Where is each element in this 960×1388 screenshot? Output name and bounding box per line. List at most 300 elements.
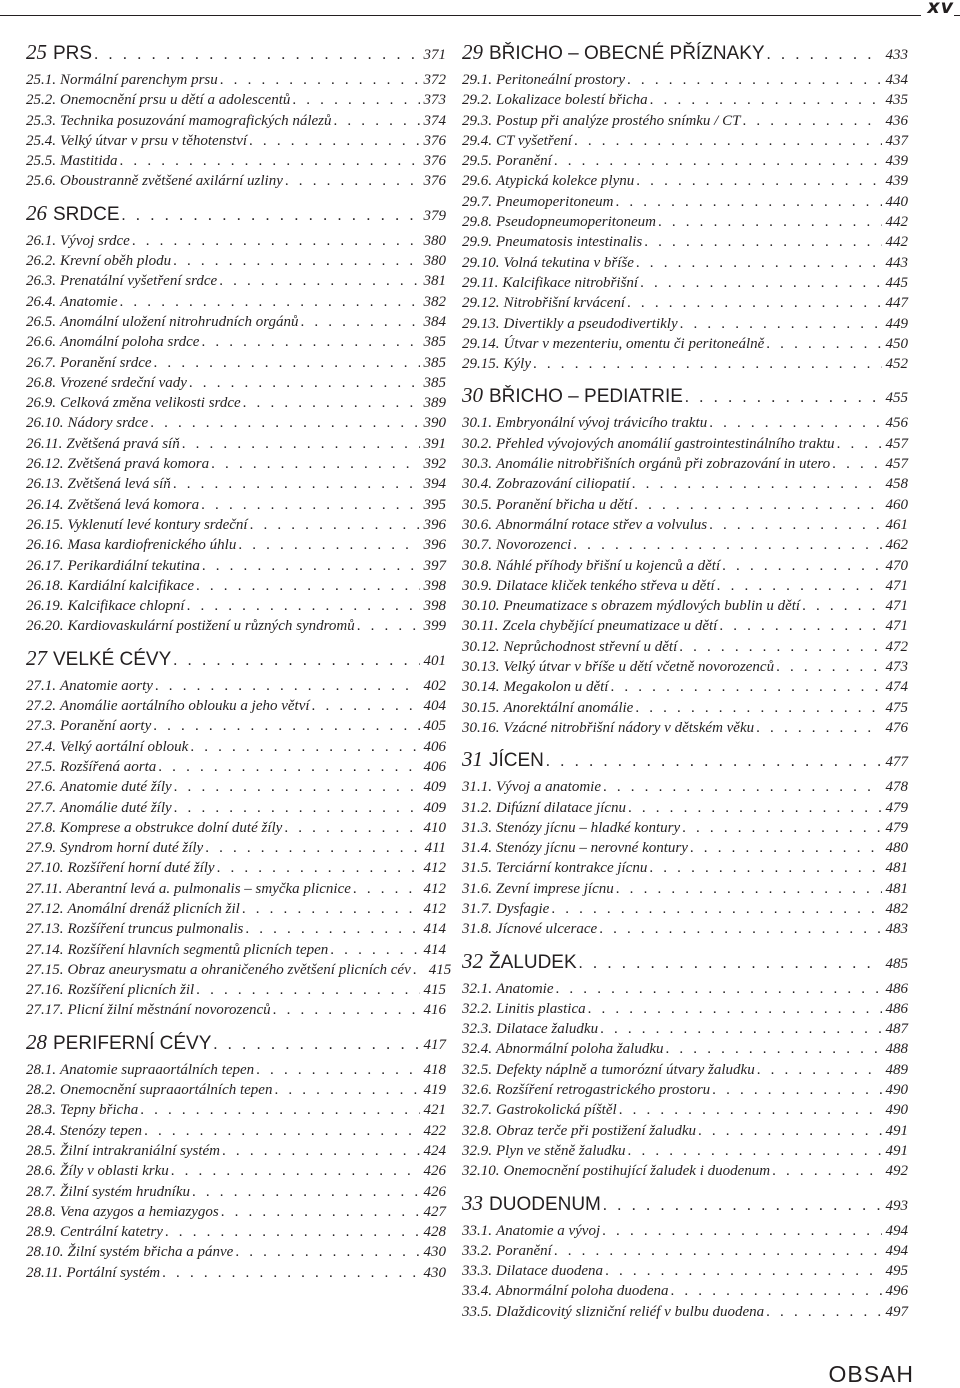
entry-title: Anatomie a vývoj — [496, 1222, 601, 1239]
entry-page: 439 — [885, 173, 908, 190]
chapter-heading[interactable] — [26, 195, 446, 231]
toc-entry[interactable] — [462, 858, 908, 878]
toc-entry[interactable] — [462, 495, 908, 515]
toc-entry[interactable] — [462, 576, 908, 596]
toc-entry[interactable] — [462, 1121, 908, 1141]
entry-page: 412 — [423, 880, 446, 897]
toc-entry[interactable] — [26, 231, 446, 251]
entry-page: 490 — [885, 1102, 908, 1119]
dot-leader — [353, 879, 420, 899]
toc-entry[interactable] — [26, 556, 446, 576]
entry-number: 33.2. — [462, 1242, 492, 1259]
entry-number: 31.8. — [462, 921, 492, 938]
entry-title: Obraz aneurysmatu a ohraničeného zvětšení plicních cév — [67, 961, 411, 978]
dot-leader — [285, 171, 420, 191]
toc-entry[interactable] — [462, 1039, 908, 1059]
dot-leader — [640, 273, 881, 293]
chapter-heading[interactable] — [462, 34, 908, 70]
entry-number: 32.1. — [462, 980, 492, 997]
dot-leader — [690, 838, 882, 858]
toc-entry[interactable] — [462, 334, 908, 354]
dot-leader — [201, 332, 419, 352]
toc-entry[interactable] — [462, 515, 908, 535]
entry-page: 442 — [885, 234, 908, 251]
toc-entry[interactable] — [462, 919, 908, 939]
entry-number: 27.7. — [26, 799, 56, 816]
entry-number: 28.5. — [26, 1142, 56, 1159]
entry-page: 385 — [423, 334, 446, 351]
toc-entry[interactable] — [462, 677, 908, 697]
toc-entry[interactable] — [462, 1060, 908, 1080]
entry-page: 494 — [885, 1242, 908, 1259]
toc-chapter — [462, 943, 908, 1182]
toc-entry[interactable] — [26, 1060, 446, 1080]
dot-leader — [556, 979, 882, 999]
dot-leader — [256, 1060, 419, 1080]
entry-page: 426 — [423, 1163, 446, 1180]
entry-number: 27.2. — [26, 698, 56, 715]
entry-number: 25.6. — [26, 173, 56, 190]
entry-page: 395 — [423, 496, 446, 513]
entry-title: Gastrokolická píštěl — [496, 1102, 617, 1119]
toc-entry[interactable] — [26, 1242, 446, 1262]
entry-number: 27.15. — [26, 961, 64, 978]
toc-entry[interactable] — [462, 111, 908, 131]
toc-entry[interactable] — [462, 637, 908, 657]
entry-title: CT vyšetření — [496, 132, 572, 149]
toc-entry[interactable] — [462, 1161, 908, 1181]
dot-leader — [756, 718, 881, 738]
entry-title: Anomální poloha srdce — [60, 334, 200, 351]
entry-title: Neprůchodnost střevní u dětí — [503, 638, 678, 655]
entry-page: 470 — [885, 557, 908, 574]
dot-leader — [766, 334, 881, 354]
entry-title: Dilatace žaludku — [496, 1021, 599, 1038]
toc-entry[interactable] — [26, 696, 446, 716]
toc-entry[interactable] — [462, 818, 908, 838]
entry-number: 26.5. — [26, 313, 56, 330]
chapter-title: DUODENUM — [489, 1193, 601, 1215]
chapter-heading[interactable] — [462, 377, 908, 413]
entry-number: 28.3. — [26, 1102, 56, 1119]
chapter-number: 29 — [462, 40, 483, 64]
entry-title: Anorektální anomálie — [503, 699, 634, 716]
toc-entry[interactable] — [462, 838, 908, 858]
entry-page: 434 — [885, 72, 908, 88]
chapter-entries — [462, 1221, 908, 1322]
entry-number: 32.3. — [462, 1021, 492, 1038]
entry-number: 27.10. — [26, 860, 64, 877]
chapter-heading[interactable] — [26, 34, 446, 70]
toc-entry[interactable] — [26, 818, 446, 838]
dot-leader — [717, 576, 882, 596]
entry-title: Velký aortální oblouk — [60, 738, 189, 755]
toc-entry[interactable] — [26, 373, 446, 393]
entry-number: 29.11. — [462, 274, 499, 291]
toc-entry[interactable] — [26, 151, 446, 171]
toc-entry[interactable] — [26, 1100, 446, 1120]
entry-title: Embryonální vývoj trávicího traktu — [496, 415, 708, 432]
dot-leader — [650, 90, 882, 110]
toc-entry[interactable] — [26, 131, 446, 151]
toc-entry[interactable] — [26, 312, 446, 332]
entry-title: Abnormální poloha žaludku — [496, 1041, 664, 1058]
toc-entry[interactable] — [26, 111, 446, 131]
entry-page: 430 — [423, 1244, 446, 1261]
entry-page: 414 — [423, 941, 446, 958]
entry-page: 424 — [423, 1142, 446, 1159]
entry-page: 458 — [885, 476, 908, 493]
dot-leader — [196, 980, 419, 1000]
toc-entry[interactable] — [26, 596, 446, 616]
entry-title: Rozšíření plicních žil — [67, 982, 195, 999]
entry-number: 28.2. — [26, 1082, 56, 1099]
toc-entry[interactable] — [26, 616, 446, 636]
chapter-entries — [462, 70, 908, 374]
toc-entry[interactable] — [462, 70, 908, 90]
entry-title: Onemocnění prsu u dětí a adolescentů — [60, 92, 291, 109]
entry-page: 422 — [423, 1122, 446, 1139]
toc-entry[interactable] — [26, 454, 446, 474]
toc-entry[interactable] — [462, 596, 908, 616]
entry-number: 28.8. — [26, 1203, 56, 1220]
entry-number: 32.2. — [462, 1000, 492, 1017]
entry-number: 31.7. — [462, 900, 492, 917]
dot-leader — [635, 698, 881, 718]
dot-leader — [162, 1263, 419, 1283]
entry-title: Nádory srdce — [67, 415, 149, 432]
entry-number: 29.12. — [462, 295, 500, 312]
toc-entry[interactable] — [26, 495, 446, 515]
toc-entry[interactable] — [26, 879, 446, 899]
toc-entry[interactable] — [462, 273, 908, 293]
dot-leader — [243, 393, 420, 413]
toc-entry[interactable] — [26, 798, 446, 818]
chapter-number: 31 — [462, 747, 483, 772]
entry-page: 430 — [423, 1264, 446, 1281]
entry-number: 26.4. — [26, 293, 56, 310]
entry-number: 32.5. — [462, 1061, 492, 1078]
toc-entry[interactable] — [462, 314, 908, 334]
dot-leader — [155, 676, 420, 696]
toc-entry[interactable] — [26, 413, 446, 433]
toc-entry[interactable] — [26, 576, 446, 596]
toc-entry[interactable] — [26, 858, 446, 878]
entry-title: Kardiální kalcifikace — [67, 577, 194, 594]
toc-entry[interactable] — [462, 616, 908, 636]
toc-entry[interactable] — [26, 353, 446, 373]
chapter-page: 477 — [885, 754, 908, 771]
toc-entry[interactable] — [26, 515, 446, 535]
toc-entry[interactable] — [26, 292, 446, 312]
entry-number: 33.1. — [462, 1222, 492, 1239]
entry-number: 29.4. — [462, 132, 492, 149]
entry-title: Onemocnění postihující žaludek i duodenum — [503, 1163, 771, 1180]
toc-entry[interactable] — [462, 1080, 908, 1100]
entry-number: 29.7. — [462, 193, 492, 210]
toc-entry[interactable] — [462, 171, 908, 191]
entry-title: Portální systém — [66, 1264, 161, 1281]
toc-entry[interactable] — [26, 434, 446, 454]
entry-title: Aberantní levá a. pulmonalis – smyčka plicnice — [66, 880, 351, 897]
toc-entry[interactable] — [462, 1221, 908, 1241]
toc-entry[interactable] — [462, 1019, 908, 1039]
toc-entry[interactable] — [26, 171, 446, 191]
toc-entry[interactable] — [26, 777, 446, 797]
toc-entry[interactable] — [26, 676, 446, 696]
toc-entry[interactable] — [462, 131, 908, 151]
entry-page: 406 — [423, 758, 446, 775]
dot-leader — [242, 899, 420, 919]
entry-page: 426 — [423, 1183, 446, 1200]
dot-leader — [554, 1241, 882, 1261]
chapter-title: BŘICHO – PEDIATRIE — [489, 386, 683, 408]
entry-title: Žilní intrakraniální systém — [60, 1142, 221, 1159]
toc-entry[interactable] — [462, 979, 908, 999]
toc-entry[interactable] — [26, 716, 446, 736]
entry-number: 31.1. — [462, 779, 492, 796]
toc-chapter — [26, 34, 446, 192]
toc-entry[interactable] — [462, 434, 908, 454]
toc-entry[interactable] — [462, 899, 908, 919]
dot-leader — [616, 879, 882, 899]
entry-title: Vzácné nitrobřišní nádory v dětském věku — [503, 719, 755, 736]
entry-title: Kýly — [503, 356, 531, 373]
entry-title: Zcela chybějící pneumatizace u dětí — [502, 618, 718, 635]
entry-number: 33.5. — [462, 1303, 492, 1320]
entry-number: 29.8. — [462, 214, 492, 231]
dot-leader — [173, 643, 419, 679]
entry-number: 29.14. — [462, 335, 500, 352]
dot-leader — [602, 1221, 881, 1241]
toc-entry[interactable] — [26, 70, 446, 90]
toc-entry[interactable] — [26, 1182, 446, 1202]
toc-chapter — [26, 195, 446, 637]
entry-title: Anatomie aorty — [60, 677, 153, 694]
entry-title: Útvar v mezenteriu, omentu či peritoneálně — [503, 335, 765, 352]
toc-entry[interactable] — [26, 332, 446, 352]
dot-leader — [802, 596, 881, 616]
dot-leader — [211, 454, 419, 474]
chapter-heading[interactable] — [462, 741, 908, 777]
entry-number: 28.11. — [26, 1264, 63, 1281]
dot-leader — [546, 744, 882, 780]
dot-leader — [357, 616, 420, 636]
toc-entry[interactable] — [26, 1121, 446, 1141]
dot-leader — [219, 271, 419, 291]
toc-entry[interactable] — [462, 698, 908, 718]
dot-leader — [600, 1019, 881, 1039]
chapter-number: 33 — [462, 1190, 483, 1215]
toc-entry[interactable] — [462, 90, 908, 110]
dot-leader — [144, 1121, 419, 1141]
toc-entry[interactable] — [462, 232, 908, 252]
entry-title: Pseudopneumoperitoneum — [496, 214, 656, 231]
entry-title: Zvětšená pravá komora — [67, 456, 210, 473]
dot-leader — [610, 677, 881, 697]
entry-page: 385 — [423, 354, 446, 371]
toc-entry[interactable] — [26, 1263, 446, 1283]
entry-number: 33.4. — [462, 1283, 492, 1300]
chapter-title: JÍCEN — [489, 750, 544, 772]
toc-entry[interactable] — [462, 1261, 908, 1281]
entry-number: 26.20. — [26, 618, 64, 635]
toc-entry[interactable] — [26, 90, 446, 110]
chapter-heading[interactable] — [26, 1024, 446, 1060]
entry-page: 382 — [423, 293, 446, 310]
entry-page: 436 — [885, 112, 908, 129]
entry-number: 30.11. — [462, 618, 499, 635]
entry-number: 31.3. — [462, 819, 492, 836]
toc-entry[interactable] — [26, 1080, 446, 1100]
toc-entry[interactable] — [462, 1141, 908, 1161]
dot-leader — [202, 556, 420, 576]
entry-page: 427 — [423, 1203, 446, 1220]
entry-title: Masa kardiofrenického úhlu — [67, 537, 237, 554]
toc-entry[interactable] — [462, 293, 908, 313]
entry-page: 442 — [885, 214, 908, 231]
entry-title: Rozšíření horní duté žíly — [67, 860, 215, 877]
chapter-entries — [462, 777, 908, 939]
entry-title: Anatomie duté žíly — [60, 779, 172, 796]
entry-title: Nitrobřišní krvácení — [503, 295, 626, 312]
entry-number: 26.18. — [26, 577, 64, 594]
toc-entry[interactable] — [462, 212, 908, 232]
dot-leader — [680, 314, 882, 334]
entry-title: Pneumoperitoneum — [496, 193, 614, 210]
entry-title: Velký útvar v bříše u dětí včetně novorozenců — [503, 659, 775, 676]
dot-leader — [189, 373, 420, 393]
entry-title: Dysfagie — [496, 900, 550, 917]
toc-entry[interactable] — [462, 354, 908, 374]
toc-entry[interactable] — [26, 474, 446, 494]
entry-number: 30.12. — [462, 638, 500, 655]
toc-entry[interactable] — [462, 999, 908, 1019]
dot-leader — [173, 251, 419, 271]
toc-entry[interactable] — [462, 454, 908, 474]
toc-entry[interactable] — [462, 151, 908, 171]
entry-title: Prenatální vyšetření srdce — [60, 273, 218, 290]
entry-number: 32.8. — [462, 1122, 492, 1139]
toc-entry[interactable] — [26, 393, 446, 413]
entry-page: 404 — [423, 698, 446, 715]
entry-page: 385 — [423, 374, 446, 391]
dot-leader — [742, 111, 881, 131]
chapter-heading[interactable] — [462, 1185, 908, 1221]
toc-entry[interactable] — [462, 413, 908, 433]
chapter-heading[interactable] — [26, 640, 446, 676]
entry-title: Anomálie aortálního oblouku a jeho větví — [60, 698, 310, 715]
dot-leader — [679, 637, 881, 657]
toc-entry[interactable] — [462, 777, 908, 797]
toc-entry[interactable] — [462, 718, 908, 738]
toc-entry[interactable] — [26, 1202, 446, 1222]
entry-number: 26.12. — [26, 456, 64, 473]
entry-page: 475 — [885, 699, 908, 716]
entry-number: 32.4. — [462, 1041, 492, 1058]
entry-title: Anomální drenáž plicních žil — [67, 900, 240, 917]
toc-entry[interactable] — [26, 899, 446, 919]
toc-entry[interactable] — [462, 535, 908, 555]
entry-title: Náhlé příhody břišní u kojenců a dětí — [496, 557, 721, 574]
entry-page: 405 — [423, 718, 446, 735]
entry-title: Jícnové ulcerace — [496, 921, 598, 938]
entry-title: Zvětšená levá komora — [67, 496, 200, 513]
toc-entry[interactable] — [26, 757, 446, 777]
entry-number: 26.17. — [26, 557, 64, 574]
entry-page: 447 — [885, 295, 908, 312]
dot-leader — [292, 90, 419, 110]
toc-entry[interactable] — [462, 192, 908, 212]
chapter-number: 30 — [462, 383, 483, 408]
entry-page: 374 — [423, 112, 446, 129]
entry-title: Kalcifikace nitrobřišní — [502, 274, 639, 291]
entry-number: 28.1. — [26, 1061, 56, 1078]
toc-entry[interactable] — [26, 535, 446, 555]
toc-entry[interactable] — [26, 919, 446, 939]
toc-entry[interactable] — [26, 1222, 446, 1242]
chapter-heading[interactable] — [462, 943, 908, 979]
toc-entry[interactable] — [26, 1161, 446, 1181]
entry-page: 418 — [423, 1061, 446, 1078]
dot-leader — [551, 899, 881, 919]
entry-title: Normální parenchym prsu — [60, 72, 218, 88]
toc-left-column — [26, 40, 452, 1283]
chapter-page: 455 — [885, 390, 908, 407]
toc-entry[interactable] — [26, 271, 446, 291]
toc-entry[interactable] — [462, 1302, 908, 1322]
entry-page: 479 — [885, 799, 908, 816]
entry-page: 473 — [885, 659, 908, 676]
entry-title: Obraz terče při postižení žaludku — [496, 1122, 696, 1139]
dot-leader — [554, 151, 882, 171]
toc-entry[interactable] — [462, 1241, 908, 1261]
chapter-title: BŘICHO – OBECNÉ PŘÍZNAKY — [489, 43, 765, 64]
toc-entry[interactable] — [26, 960, 452, 980]
toc-entry[interactable] — [462, 1281, 908, 1301]
entry-number: 27.14. — [26, 941, 64, 958]
toc-entry[interactable] — [26, 251, 446, 271]
entry-page: 380 — [423, 232, 446, 249]
entry-number: 26.15. — [26, 516, 64, 533]
toc-entry[interactable] — [462, 1100, 908, 1120]
toc-entry[interactable] — [26, 737, 446, 757]
toc-entry[interactable] — [26, 1000, 446, 1020]
toc-entry[interactable] — [462, 556, 908, 576]
entry-number: 25.4. — [26, 132, 56, 149]
toc-chapter — [462, 741, 908, 939]
toc-entry[interactable] — [462, 253, 908, 273]
toc-entry[interactable] — [26, 1141, 446, 1161]
dot-leader — [573, 535, 881, 555]
dot-leader — [300, 312, 419, 332]
dot-leader — [599, 919, 881, 939]
toc-entry[interactable] — [462, 657, 908, 677]
toc-entry[interactable] — [462, 798, 908, 818]
entry-number: 30.7. — [462, 537, 492, 554]
toc-entry[interactable] — [26, 838, 446, 858]
dot-leader — [153, 716, 419, 736]
entry-number: 26.19. — [26, 598, 64, 615]
dot-leader — [574, 131, 882, 151]
toc-entry[interactable] — [26, 980, 446, 1000]
entry-title: Onemocnění supraaortálních tepen — [60, 1082, 273, 1099]
entry-number: 26.3. — [26, 273, 56, 290]
toc-entry[interactable] — [26, 940, 446, 960]
toc-entry[interactable] — [462, 474, 908, 494]
dot-leader — [94, 37, 419, 73]
toc-entry[interactable] — [462, 879, 908, 899]
